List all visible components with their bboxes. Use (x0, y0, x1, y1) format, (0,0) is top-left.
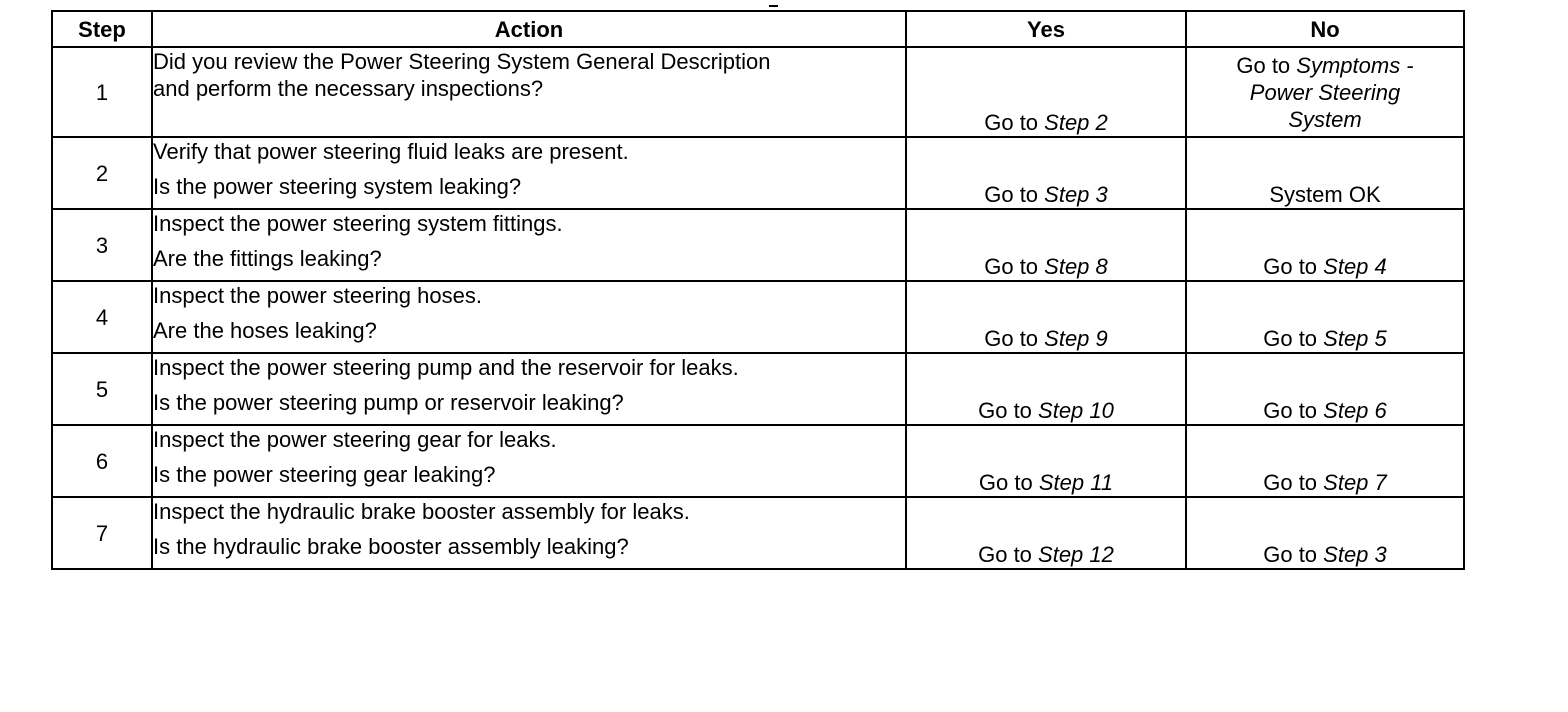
action-line: Inspect the power steering gear for leaks. (153, 427, 557, 452)
goto-target: Step 5 (1323, 326, 1387, 351)
goto-target: Step 4 (1323, 254, 1387, 279)
no-cell (1186, 137, 1464, 209)
step-number: 3 (52, 209, 152, 281)
goto-prefix: Go to (1263, 398, 1324, 423)
action-line: Inspect the power steering system fittings. (153, 211, 563, 236)
yes-cell (906, 353, 1186, 425)
goto-target: Step 2 (1044, 110, 1108, 135)
step-number: 5 (52, 353, 152, 425)
header-yes: Yes (906, 11, 1186, 47)
action-line: Inspect the power steering pump and the reservoir for leaks. (153, 355, 739, 380)
yes-cell (906, 281, 1186, 353)
goto-prefix: Go to (984, 182, 1045, 207)
table-row (52, 47, 1464, 137)
goto-target: Power Steering (1249, 80, 1401, 105)
action-cell (152, 425, 906, 497)
goto-prefix: Go to (1236, 53, 1297, 78)
goto-prefix: Go to (984, 254, 1045, 279)
yes-cell (906, 425, 1186, 497)
goto-prefix: Go to (978, 470, 1039, 495)
goto-target: Symptoms - (1296, 53, 1414, 78)
goto-prefix: Go to (1263, 470, 1324, 495)
action-line: Are the hoses leaking? (153, 318, 377, 343)
table-row (52, 353, 1464, 425)
step-number: 1 (52, 47, 152, 137)
table-row (52, 281, 1464, 353)
action-line: Inspect the power steering hoses. (153, 283, 482, 308)
action-line: Is the hydraulic brake booster assembly leaking? (153, 534, 629, 559)
header-step: Step (52, 11, 152, 47)
no-cell (1186, 47, 1464, 137)
action-line: Verify that power steering fluid leaks are present. (153, 139, 629, 164)
step-number: 6 (52, 425, 152, 497)
table-row (52, 425, 1464, 497)
table-row (52, 137, 1464, 209)
step-number: 2 (52, 137, 152, 209)
header-action: Action (152, 11, 906, 47)
goto-prefix: Go to (978, 542, 1039, 567)
goto-target: System (1288, 107, 1362, 132)
action-line: Inspect the hydraulic brake booster assembly for leaks. (153, 499, 690, 524)
goto-target: Step 6 (1323, 398, 1387, 423)
action-cell (152, 281, 906, 353)
action-line: Did you review the Power Steering System General Description (153, 49, 771, 74)
goto-prefix: Go to (984, 326, 1045, 351)
top-dash-mark (769, 5, 778, 7)
goto-prefix: Go to (1263, 254, 1324, 279)
step-number: 7 (52, 497, 152, 569)
action-cell (152, 137, 906, 209)
action-cell (152, 497, 906, 569)
no-text: System OK (1269, 182, 1381, 207)
goto-target: Step 9 (1044, 326, 1108, 351)
goto-target: Step 12 (1038, 542, 1114, 567)
goto-target: Step 10 (1038, 398, 1114, 423)
yes-cell (906, 137, 1186, 209)
action-cell (152, 353, 906, 425)
action-line: Are the fittings leaking? (153, 246, 382, 271)
header-no: No (1186, 11, 1464, 47)
goto-prefix: Go to (1263, 326, 1324, 351)
table-row (52, 497, 1464, 569)
goto-prefix: Go to (978, 398, 1039, 423)
diagnostic-table (51, 10, 1465, 570)
yes-cell (906, 209, 1186, 281)
step-number: 4 (52, 281, 152, 353)
action-line: and perform the necessary inspections? (153, 76, 544, 101)
no-cell (1186, 353, 1464, 425)
no-cell (1186, 209, 1464, 281)
goto-target: Step 11 (1038, 470, 1114, 495)
header-row (52, 11, 1464, 47)
goto-target: Step 8 (1044, 254, 1108, 279)
action-cell (152, 209, 906, 281)
goto-prefix: Go to (984, 110, 1045, 135)
no-cell (1186, 281, 1464, 353)
no-cell (1186, 497, 1464, 569)
action-line: Is the power steering gear leaking? (153, 462, 496, 487)
goto-target: Step 3 (1044, 182, 1108, 207)
yes-cell (906, 47, 1186, 137)
action-line: Is the power steering system leaking? (153, 174, 522, 199)
action-cell (152, 47, 906, 137)
goto-target: Step 3 (1323, 542, 1387, 567)
yes-cell (906, 497, 1186, 569)
goto-prefix: Go to (1263, 542, 1324, 567)
no-cell (1186, 425, 1464, 497)
table-row (52, 209, 1464, 281)
action-line: Is the power steering pump or reservoir leaking? (153, 390, 624, 415)
goto-target: Step 7 (1323, 470, 1387, 495)
